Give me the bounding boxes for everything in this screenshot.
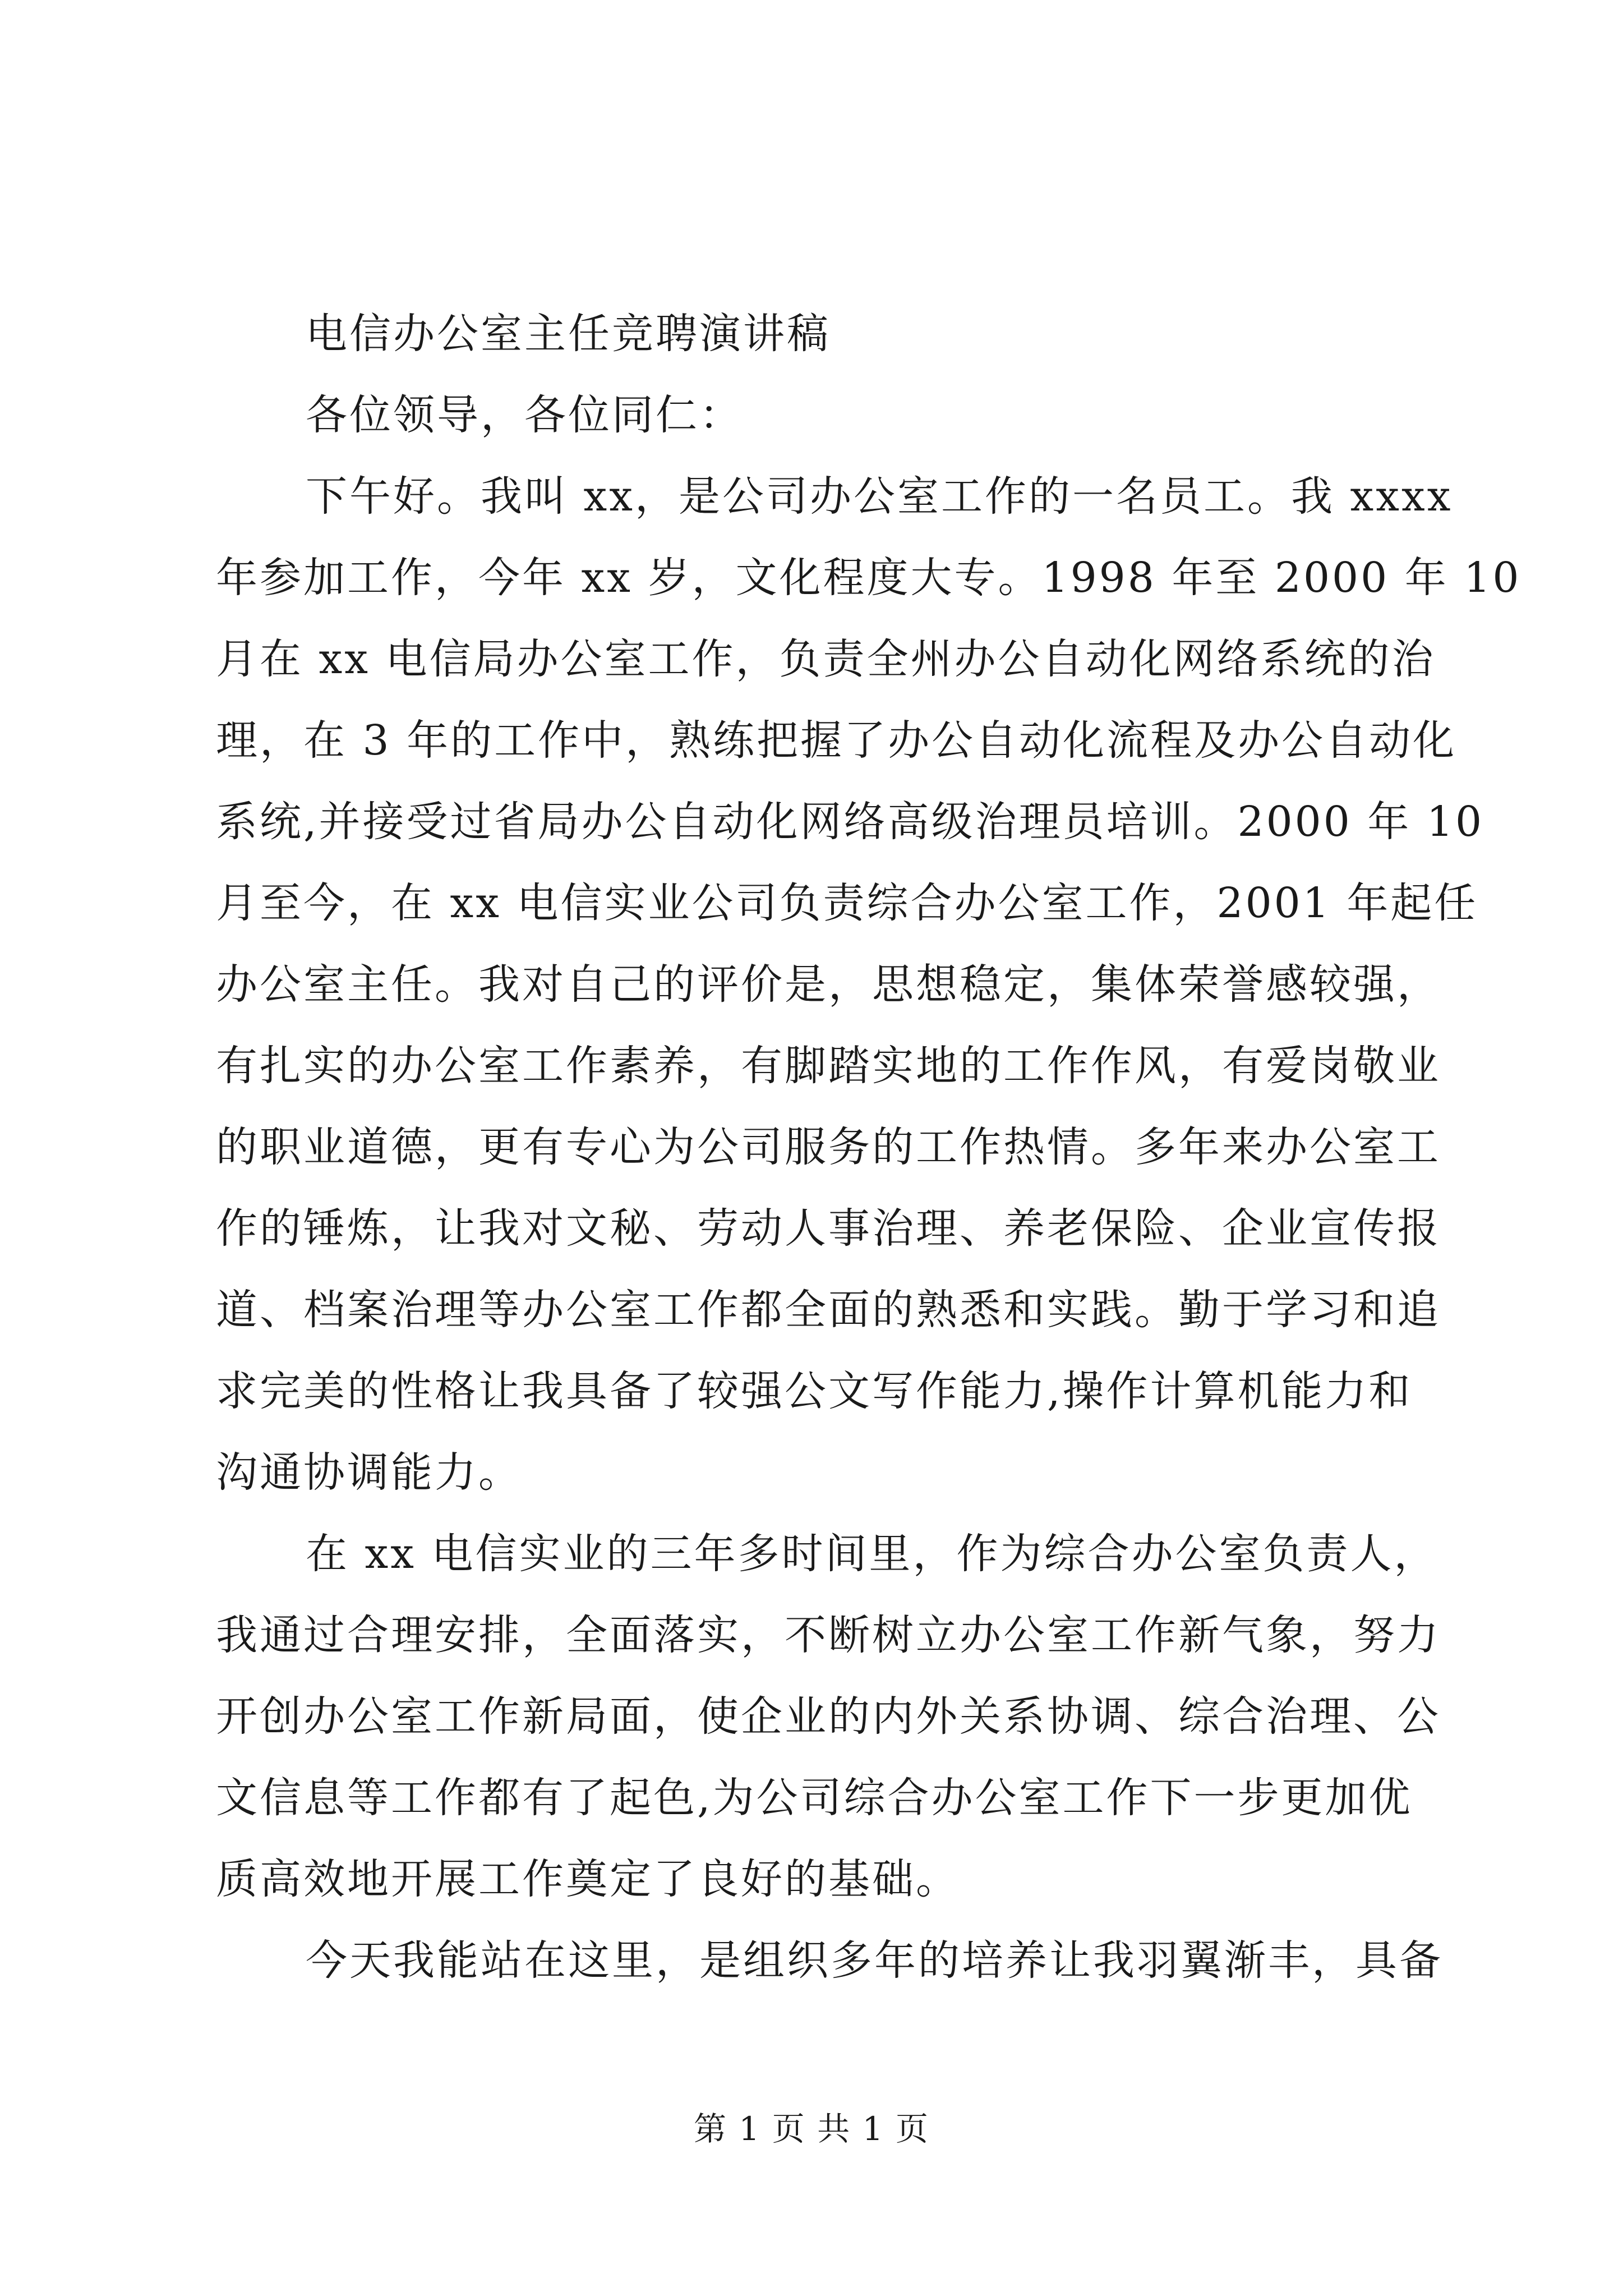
document-title: 电信办公室主任竞聘演讲稿 xyxy=(306,310,831,358)
paragraph-line: 求完美的性格让我具备了较强公文写作能力,操作计算机能力和 xyxy=(216,1367,1413,1415)
paragraph-line: 理，在 3 年的工作中，熟练把握了办公自动化流程及办公自动化 xyxy=(216,716,1457,765)
paragraph-line: 质高效地开展工作奠定了良好的基础。 xyxy=(216,1855,960,1903)
paragraph-line: 在 xx 电信实业的三年多时间里，作为综合办公室负责人， xyxy=(306,1530,1438,1578)
paragraph-line: 我通过合理安排，全面落实，不断树立办公室工作新气象，努力 xyxy=(216,1611,1441,1659)
paragraph-line: 月至今，在 xx 电信实业公司负责综合办公室工作，2001 年起任 xyxy=(216,879,1478,927)
paragraph-line: 有扎实的办公室工作素养，有脚踏实地的工作作风，有爱岗敬业 xyxy=(216,1042,1441,1090)
paragraph-line: 系统,并接受过省局办公自动化网络高级治理员培训。2000 年 10 xyxy=(216,798,1484,846)
paragraph-line: 的职业道德，更有专心为公司服务的工作热情。多年来办公室工 xyxy=(216,1123,1441,1171)
greeting: 各位领导，各位同仁： xyxy=(306,391,743,439)
paragraph-line: 月在 xx 电信局办公室工作，负责全州办公自动化网络系统的治 xyxy=(216,635,1436,683)
paragraph-line: 道、档案治理等办公室工作都全面的熟悉和实践。勤于学习和追 xyxy=(216,1286,1441,1334)
paragraph-line: 开创办公室工作新局面，使企业的内外关系协调、综合治理、公 xyxy=(216,1692,1441,1741)
paragraph-line: 沟通协调能力。 xyxy=(216,1448,522,1497)
paragraph-line: 作的锤炼，让我对文秘、劳动人事治理、养老保险、企业宣传报 xyxy=(216,1204,1441,1253)
paragraph-line: 年参加工作，今年 xx 岁，文化程度大专。1998 年至 2000 年 10 xyxy=(216,554,1521,602)
paragraph-line: 今天我能站在这里，是组织多年的培养让我羽翼渐丰，具备 xyxy=(306,1936,1443,1985)
paragraph-line: 下午好。我叫 xx，是公司办公室工作的一名员工。我 xxxx xyxy=(306,472,1453,521)
paragraph-line: 办公室主任。我对自己的评价是，思想稳定，集体荣誉感较强， xyxy=(216,960,1441,1009)
paragraph-line: 文信息等工作都有了起色,为公司综合办公室工作下一步更加优 xyxy=(216,1774,1413,1822)
page-number-footer: 第 1 页 共 1 页 xyxy=(694,2110,929,2148)
